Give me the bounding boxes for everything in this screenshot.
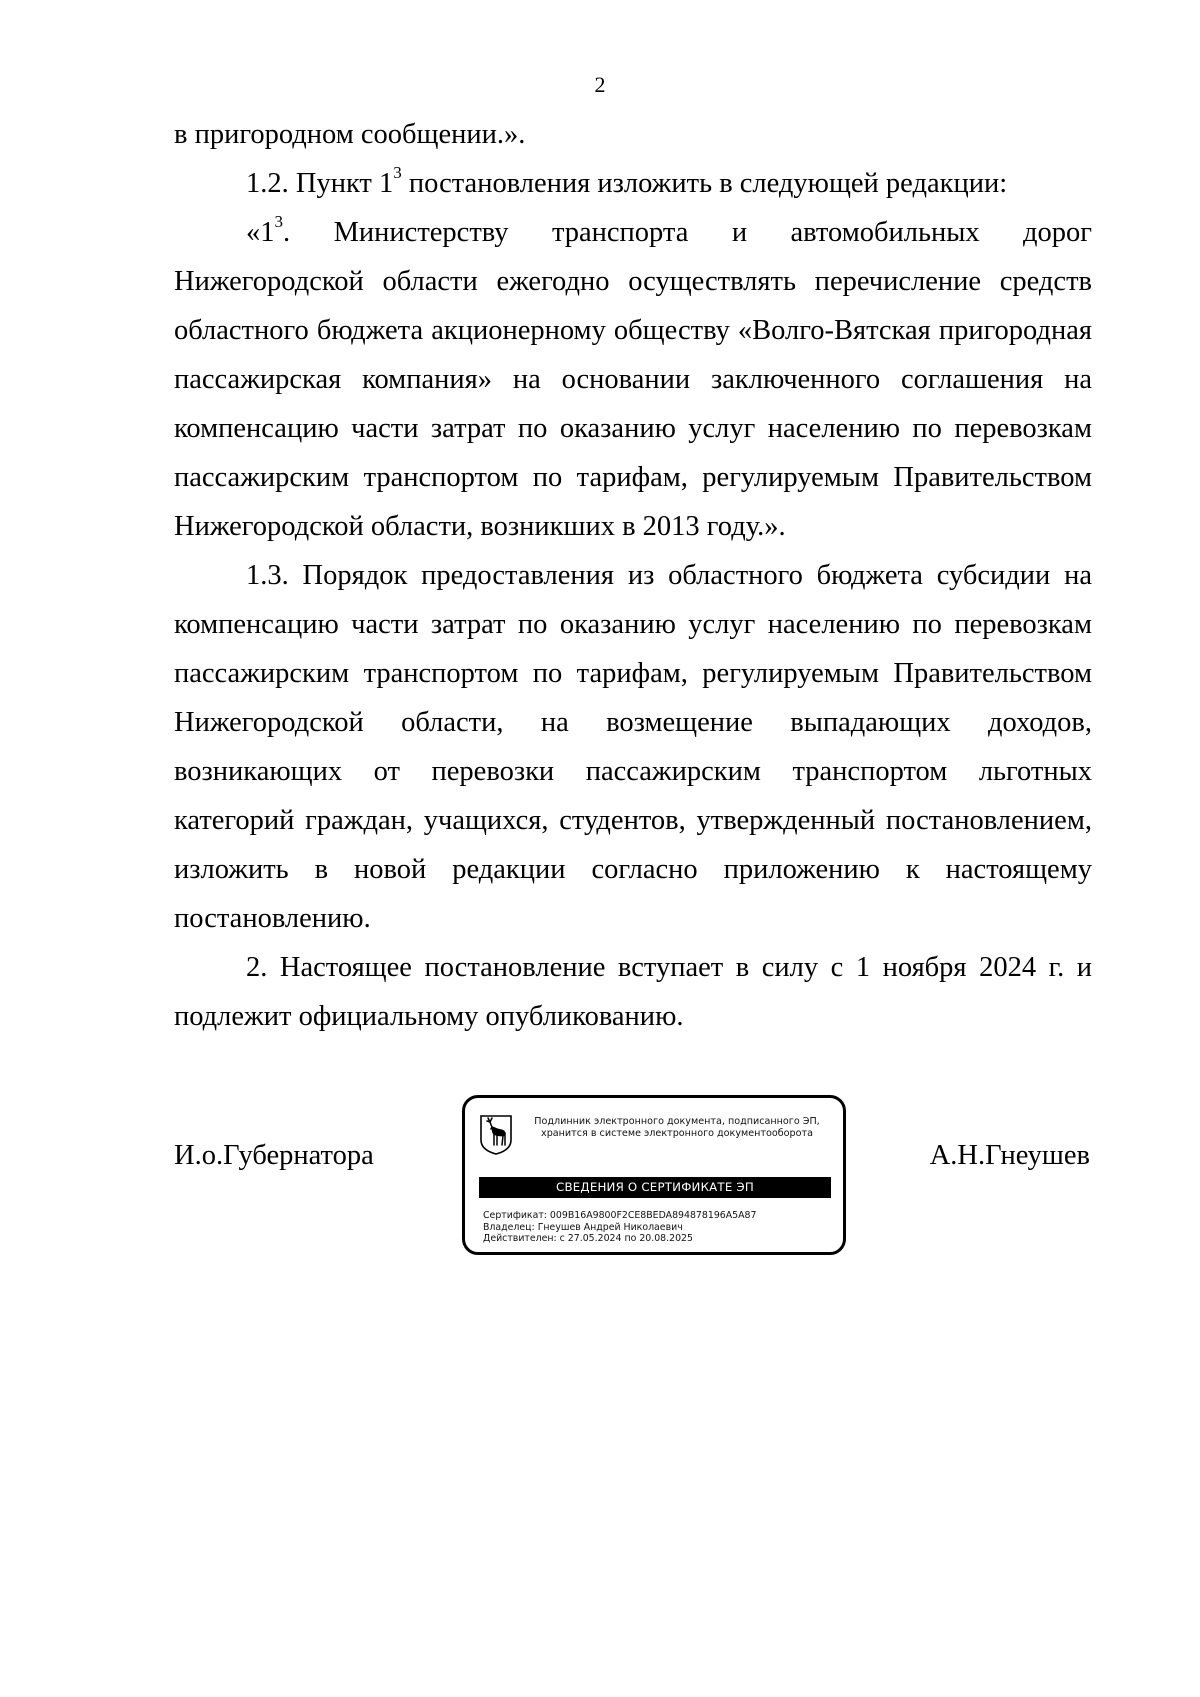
paragraph-1-2 <box>174 159 1092 208</box>
paragraph-1-3: 1.3. Порядок предоставления из областного бюджета субсидии на компенсацию части затрат по оказанию услуг населению по перевозкам пассажирским транспортом по тарифам, регулируемым Правительством Нижегородской области, на возмещение выпадающих доходов, возникающих от перевозки пассажирским транспортом льготных категорий граждан, учащихся, студентов, утвержденный постановлением, изложить в новой редакции согласно приложению к настоящему постановлению. <box>174 560 1092 934</box>
superscript: 3 <box>274 211 283 231</box>
certificate-info-bar: СВЕДЕНИЯ О СЕРТИФИКАТЕ ЭП <box>479 1177 831 1198</box>
certificate-number: Сертификат: 009B16A9800F2CE8BEDA894878196A5A87 <box>483 1210 757 1221</box>
paragraph-quoted-1-3 <box>174 208 1092 551</box>
stamp-header <box>517 1116 837 1140</box>
paragraph-continuation: в пригородном сообщении.». <box>174 119 526 150</box>
deer-emblem-icon <box>479 1114 513 1156</box>
document-body <box>174 110 1092 1041</box>
stamp-header-line-2: хранится в системе электронного документооборота <box>541 1128 813 1139</box>
page-number: 2 <box>594 72 606 97</box>
electronic-signature-stamp <box>462 1095 846 1255</box>
quoted-text-end: . Министерству транспорта и автомобильных дорог Нижегородской области ежегодно осуществлять перечисление средств областного бюджета акционерному обществу «Волго-Вятская пригородная пассажирская компания» на основании заключенного соглашения на компенсацию части затрат по оказанию услуг населению по перевозкам пассажирским транспортом по тарифам, регулируемым Правительством Нижегородской области, возникших в 2013 году.». <box>174 217 1092 542</box>
certificate-details <box>483 1210 833 1245</box>
paragraph-2: 2. Настоящее постановление вступает в силу с 1 ноября 2024 г. и подлежит официальному опубликованию. <box>174 952 1092 1032</box>
stamp-header-line-1: Подлинник электронного документа, подписанного ЭП, <box>534 1116 820 1127</box>
paragraph-1-2-text-start: 1.2. Пункт 1 <box>246 168 394 199</box>
certificate-validity: Действителен: с 27.05.2024 по 20.08.2025 <box>483 1233 693 1245</box>
quoted-text-start: «1 <box>246 217 275 248</box>
signatory-position: И.о.Губернатора <box>174 1140 374 1171</box>
signer-name: А.Н.Гнеушев <box>929 1140 1090 1171</box>
superscript: 3 <box>393 162 402 182</box>
certificate-owner: Владелец: Гнеушев Андрей Николаевич <box>483 1221 683 1233</box>
paragraph-1-2-text-end: постановления изложить в следующей редакции: <box>401 168 1008 199</box>
